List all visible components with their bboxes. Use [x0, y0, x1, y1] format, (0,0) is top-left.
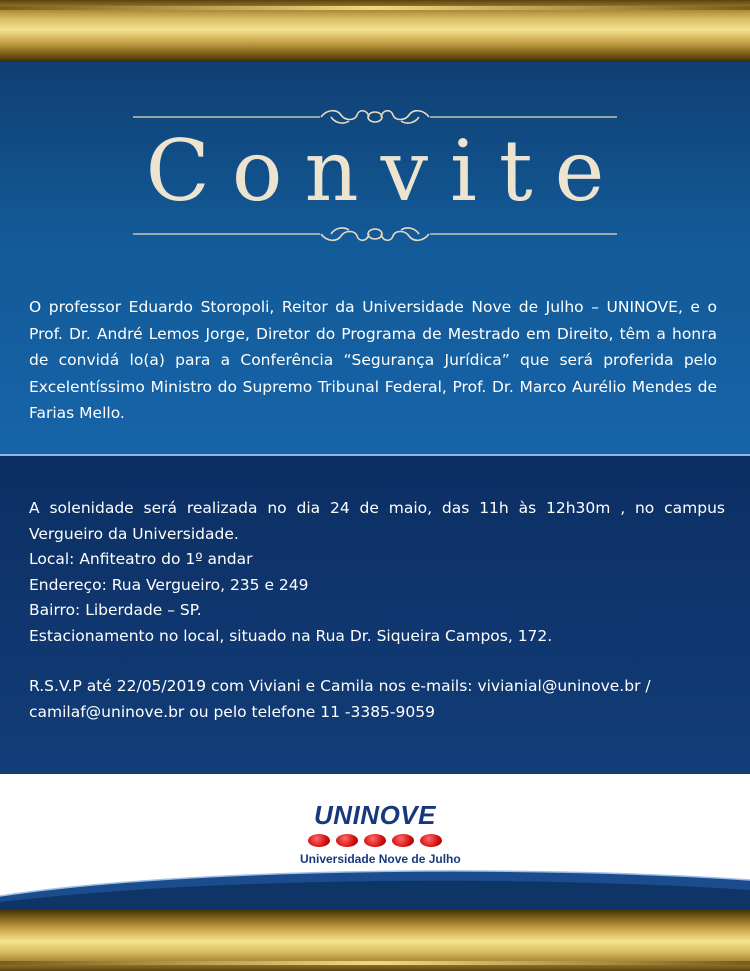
invitation-title: Convite — [145, 122, 627, 220]
event-location-text: Local: Anfiteatro do 1º andar — [29, 550, 253, 568]
gold-border-top — [0, 0, 750, 62]
ornament-bottom-icon — [105, 222, 645, 246]
gold-border-bottom — [0, 909, 750, 971]
event-address-text: Endereço: Rua Vergueiro, 235 e 249 — [29, 575, 309, 594]
logo-subtitle: Universidade Nove de Julho — [300, 852, 461, 866]
event-details — [29, 496, 729, 725]
event-date-text: A solenidade será realizada no dia 24 de maio, das 11h às 12h30m , no campus Vergueiro da Universidade. — [29, 499, 725, 543]
rsvp-text: R.S.V.P até 22/05/2019 com Viviani e Camila nos e-mails: vivianial@uninove.br / camilaf@uninove.br ou pelo telefone 11 -3385-9059 — [29, 677, 651, 721]
logo-dots-icon — [308, 834, 442, 848]
logo-wordmark: UNINOVE — [314, 800, 436, 830]
event-district-text: Bairro: Liberdade – SP. — [29, 601, 202, 619]
uninove-logo — [300, 800, 461, 870]
event-parking-text: Estacionamento no local, situado na Rua Dr. Siqueira Campos, 172. — [29, 626, 553, 645]
invitation-intro-text: O professor Eduardo Storopoli, Reitor da Universidade Nove de Julho – UNINOVE, e o Prof. Dr. André Lemos Jorge, Diretor do Programa de Mestrado em Direito, têm a honra de convidá lo(a) para a Conferência “Segurança Jurídica” que será proferida pelo Excelentíssimo Ministro do Supremo Tribunal Federal, Prof. Dr. Marco Aurélio Mendes de Farias Mello. — [29, 298, 717, 422]
